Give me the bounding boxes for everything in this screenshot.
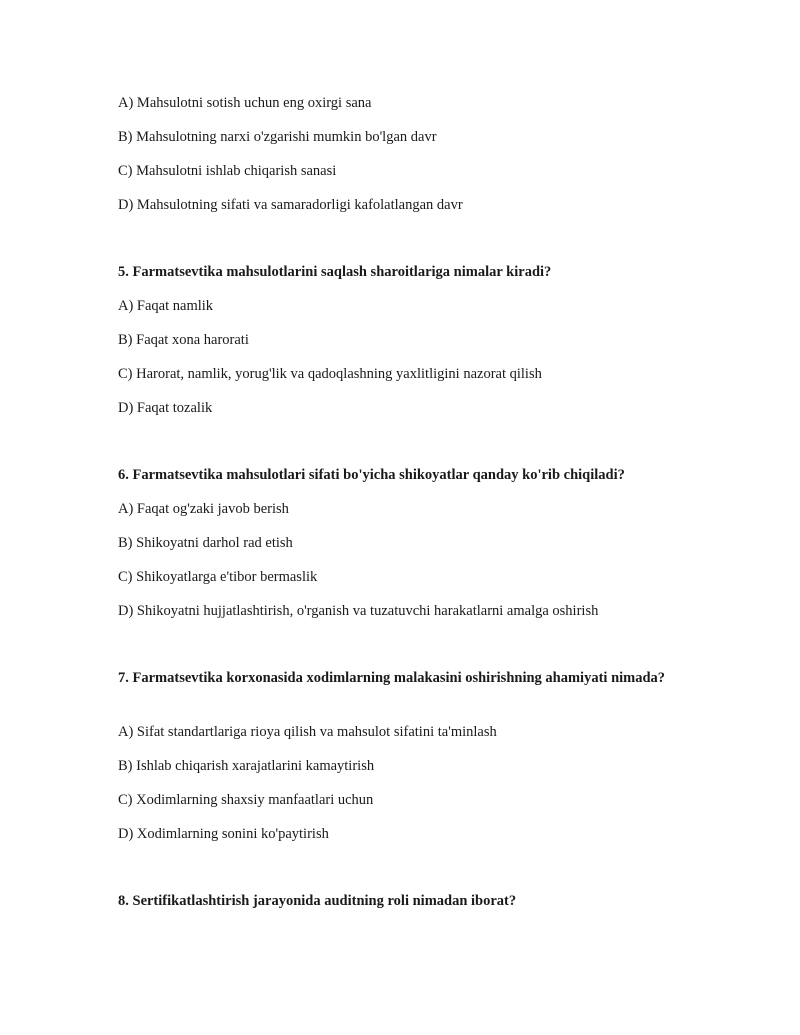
q7-option-a: A) Sifat standartlariga rioya qilish va mahsulot sifatini ta'minlash <box>118 724 497 740</box>
q5-option-c: C) Harorat, namlik, yorug'lik va qadoqlashning yaxlitligini nazorat qilish <box>118 366 542 382</box>
q4-option-b: B) Mahsulotning narxi o'zgarishi mumkin bo'lgan davr <box>118 129 437 145</box>
q7-option-d: D) Xodimlarning sonini ko'paytirish <box>118 826 329 842</box>
q7-option-c: C) Xodimlarning shaxsiy manfaatlari uchun <box>118 792 374 808</box>
q7-question: 7. Farmatsevtika korxonasida xodimlarning malakasini oshirishning ahamiyati nimada? <box>118 670 666 686</box>
q5-option-a: A) Faqat namlik <box>118 298 214 314</box>
q6-question: 6. Farmatsevtika mahsulotlari sifati bo'yicha shikoyatlar qanday ko'rib chiqiladi? <box>118 467 625 483</box>
q6-option-b: B) Shikoyatni darhol rad etish <box>118 535 293 551</box>
q6-option-a: A) Faqat og'zaki javob berish <box>118 501 289 517</box>
q5-option-b: B) Faqat xona harorati <box>118 332 249 348</box>
q5-option-d: D) Faqat tozalik <box>118 400 213 416</box>
q6-option-c: C) Shikoyatlarga e'tibor bermaslik <box>118 569 318 585</box>
q8-question: 8. Sertifikatlashtirish jarayonida auditning roli nimadan iborat? <box>118 893 517 909</box>
q6-option-d: D) Shikoyatni hujjatlashtirish, o'rganish va tuzatuvchi harakatlarni amalga oshirish <box>118 603 599 619</box>
q4-option-a: A) Mahsulotni sotish uchun eng oxirgi sana <box>118 95 372 111</box>
q4-option-d: D) Mahsulotning sifati va samaradorligi kafolatlangan davr <box>118 197 463 213</box>
q4-option-c: C) Mahsulotni ishlab chiqarish sanasi <box>118 163 337 179</box>
q7-option-b: B) Ishlab chiqarish xarajatlarini kamaytirish <box>118 758 375 774</box>
q5-question: 5. Farmatsevtika mahsulotlarini saqlash sharoitlariga nimalar kiradi? <box>118 264 552 280</box>
